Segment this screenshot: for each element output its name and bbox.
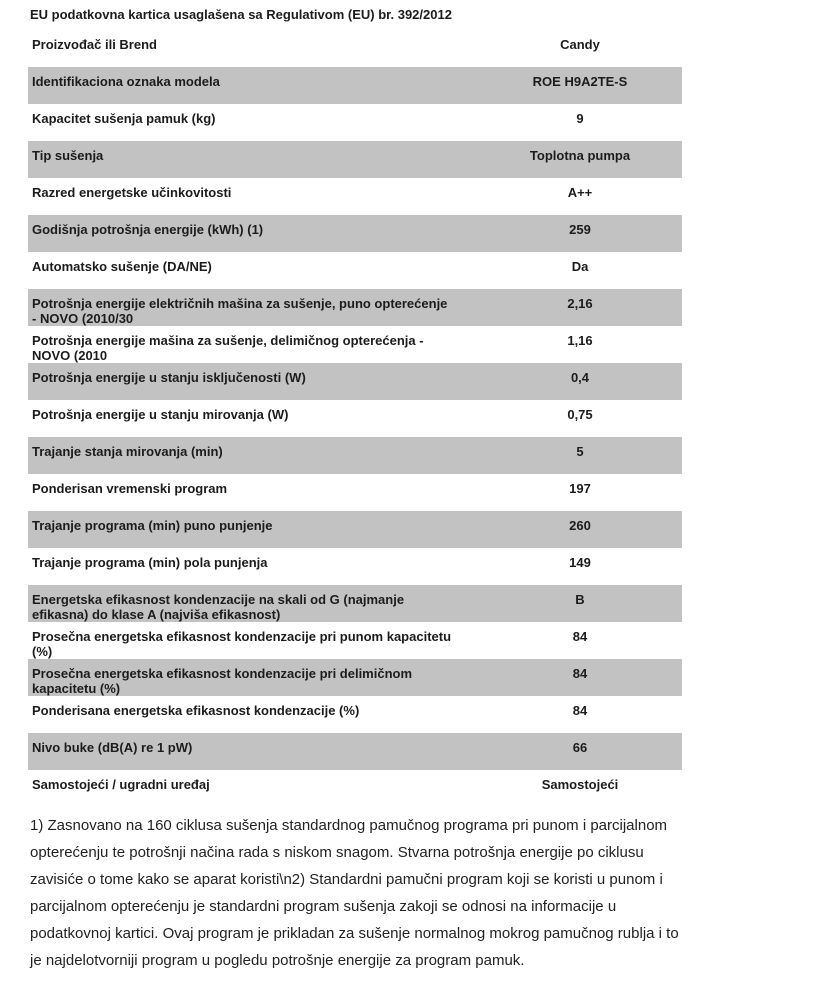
- footnote-line: podatkovnoj kartici. Ovaj program je prikladan za sušenje normalnog mokrog pamučnog rublja i to: [30, 925, 679, 942]
- row-value: 66: [572, 740, 588, 755]
- row-label: Energetska efikasnost kondenzacije na skali od G (najmanje efikasna) do klase A (najviša efikasnost): [32, 592, 405, 622]
- row-value: 260: [569, 518, 591, 533]
- table-row: [28, 326, 682, 363]
- row-label: Potrošnja energije mašina za sušenje, delimičnog opterećenja - NOVO (2010: [32, 333, 424, 363]
- row-label: Ponderisana energetska efikasnost kondenzacije (%): [32, 703, 360, 718]
- row-value: 9: [576, 111, 584, 126]
- table-row: [28, 104, 682, 141]
- row-value: B: [575, 592, 585, 607]
- row-label: Kapacitet sušenja pamuk (kg): [32, 111, 216, 126]
- row-value: Toplotna pumpa: [529, 148, 631, 163]
- table-row: [28, 659, 682, 696]
- row-value: 84: [572, 703, 588, 718]
- table-row: [28, 511, 682, 548]
- row-value: A++: [567, 185, 593, 200]
- table-row: [28, 400, 682, 437]
- footnote: [30, 812, 810, 974]
- table-row: [28, 548, 682, 585]
- footnote-line: parcijalnom opterećenju je standardni program sušenja zakoji se odnosi na informacije u: [30, 898, 617, 915]
- table-row: [28, 696, 682, 733]
- table-row: [28, 289, 682, 326]
- table-row: [28, 437, 682, 474]
- row-label: Razred energetske učinkovitosti: [32, 185, 232, 200]
- row-value: ROE H9A2TE-S: [532, 74, 628, 89]
- row-label: Potrošnja energije u stanju mirovanja (W): [32, 407, 289, 422]
- footnote-line: je najdelotvorniji program u pogledu potrošnje energije za program pamuk.: [30, 952, 525, 969]
- row-label: Nivo buke (dB(A) re 1 pW): [32, 740, 193, 755]
- row-label: Samostojeći / ugradni uređaj: [32, 777, 210, 792]
- row-value: Da: [571, 259, 589, 274]
- row-label: Automatsko sušenje (DA/NE): [32, 259, 212, 274]
- footnote-line: zavisiće o tome kako se aparat koristi\n2) Standardni pamučni program koji se koristi u punom i: [30, 871, 663, 888]
- row-value: Candy: [560, 37, 600, 52]
- row-label: Prosečna energetska efikasnost kondenzacije pri delimičnom kapacitetu (%): [32, 666, 413, 696]
- product-fiche-table: [28, 30, 682, 807]
- table-row: [28, 622, 682, 659]
- row-label: Godišnja potrošnja energije (kWh) (1): [32, 222, 264, 237]
- row-label: Proizvođač ili Brend: [32, 37, 157, 52]
- row-value: 84: [572, 666, 588, 681]
- table-row: [28, 252, 682, 289]
- table-row: [28, 770, 682, 807]
- row-value: 197: [569, 481, 591, 496]
- table-row: [28, 178, 682, 215]
- row-value: 259: [569, 222, 591, 237]
- footnote-line: opterećenju te potrošnji načina rada s niskom snagom. Stvarna potrošnja energije po ciklusu: [30, 844, 644, 861]
- row-value: 84: [572, 629, 588, 644]
- table-row: [28, 474, 682, 511]
- row-label: Potrošnja energije u stanju isključenosti (W): [32, 370, 306, 385]
- table-row: [28, 363, 682, 400]
- row-label: Identifikaciona oznaka modela: [32, 74, 220, 89]
- page-title: EU podatkovna kartica usaglašena sa Regulativom (EU) br. 392/2012: [30, 7, 452, 22]
- table-row: [28, 30, 682, 67]
- row-value: 0,4: [570, 370, 590, 385]
- row-label: Trajanje stanja mirovanja (min): [32, 444, 223, 459]
- row-value: 5: [576, 444, 584, 459]
- table-row: [28, 67, 682, 104]
- row-value: 149: [569, 555, 591, 570]
- table-row: [28, 141, 682, 178]
- row-label: Tip sušenja: [32, 148, 104, 163]
- row-label: Prosečna energetska efikasnost kondenzacije pri punom kapacitetu (%): [32, 629, 452, 659]
- row-value: 1,16: [567, 333, 593, 348]
- footnote-line: 1) Zasnovano na 160 ciklusa sušenja standardnog pamučnog programa pri punom i parcijalnom: [30, 817, 668, 834]
- row-label: Trajanje programa (min) puno punjenje: [32, 518, 273, 533]
- row-label: Trajanje programa (min) pola punjenja: [32, 555, 268, 570]
- row-value: Samostojeći: [541, 777, 619, 792]
- table-row: [28, 585, 682, 622]
- row-value: 0,75: [567, 407, 593, 422]
- row-label: Potrošnja energije električnih mašina za sušenje, puno opterećenje - NOVO (2010/30: [32, 296, 448, 326]
- row-value: 2,16: [567, 296, 593, 311]
- table-row: [28, 215, 682, 252]
- row-label: Ponderisan vremenski program: [32, 481, 228, 496]
- table-row: [28, 733, 682, 770]
